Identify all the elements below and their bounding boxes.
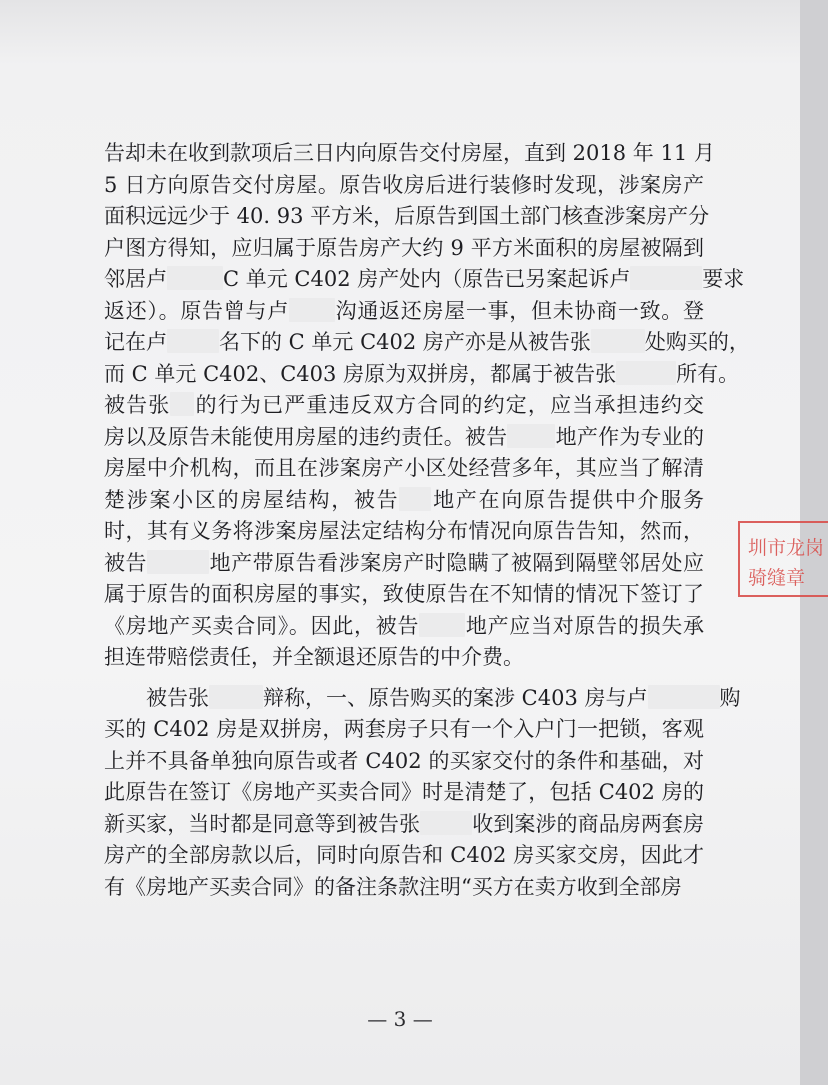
text-line [104,296,704,328]
text-segment: 属于原告的面积房屋的事实，致使原告在不知情的情况下签订了 [104,582,704,606]
seam-seal-stamp [738,521,828,597]
text-segment: 楚涉案小区的房屋结构，被告 [104,487,400,512]
text-segment: 收到案涉的商品房两套房 [472,811,705,836]
text-line [104,516,704,548]
text-line [104,872,704,904]
text-line [104,714,704,746]
redaction-mask [591,329,645,353]
text-segment: 邻居卢 [104,267,167,291]
text-line [104,579,704,611]
text-segment: 房以及原告未能使用房屋的违约责任。被告 [104,424,508,449]
text-segment: 被告 [104,550,148,575]
text-segment: 返还）。原告曾与卢 [104,298,289,323]
text-line [104,233,704,265]
redaction-mask [419,613,465,637]
text-segment: 买的 C402 房是双拼房，两套房子只有一个入户门一把锁，客观 [104,717,704,741]
redaction-mask [507,424,555,448]
text-line [104,201,710,233]
text-segment: 面积远远少于 40. 93 平方米，后原告到国土部门核查涉案房产分 [104,204,710,228]
text-segment: 5 日方向原告交付房屋。原告收房后进行装修时发现，涉案房产 [104,172,704,197]
text-line [104,485,704,517]
text-segment: 此原告在签订《房地产买卖合同》时是清楚了，包括 C402 房的 [104,780,704,804]
text-line [104,422,704,454]
text-segment: 新买家，当时都是同意等到被告张 [104,811,421,836]
page-number: — 3 — [367,1007,433,1031]
text-segment: 地产应当对原告的损失承 [465,613,704,638]
text-segment: 时，其有义务将涉案房屋法定结构分布情况向原告告知，然而， [104,519,704,543]
text-line [104,453,704,485]
text-segment: 沟通返还房屋一事，但未协商一致。登 [334,298,705,323]
text-line [104,170,704,202]
text-segment: 地产在向原告提供中介服务 [431,487,704,512]
text-line [104,264,745,296]
text-line [104,390,704,422]
seal-line-2: 骑缝章 [748,567,806,589]
redaction-mask [167,266,223,290]
text-segment: 地产带原告看涉案房产时隐瞒了被隔到隔壁邻居处应 [209,550,705,575]
document-body [104,138,750,903]
text-segment: C 单元 C402 房产处内（原告已另案起诉卢 [223,267,631,291]
text-segment: 的行为已严重违反双方合同的约定，应当承担违约交 [194,393,705,417]
text-segment: 房屋中介机构，而且在涉案房产小区处经营多年，其应当了解清 [104,456,704,480]
text-line [104,138,715,170]
text-segment: 记在卢 [104,330,167,354]
redaction-mask [167,329,219,353]
text-segment: 而 C 单元 C402、C403 房原为双拼房，都属于被告张 [104,361,617,386]
text-line [104,359,740,391]
text-line [104,840,704,872]
text-segment: 户图方得知，应归属于原告房产大约 9 平方米面积的房屋被隔到 [104,235,704,260]
text-segment: 名下的 C 单元 C402 房产亦是从被告张 [219,330,591,354]
text-segment: 地产作为专业的 [555,424,705,449]
redaction-mask [399,487,431,511]
text-segment: 告却未在收到款项后三日内向原告交付房屋，直到 2018 年 11 月 [104,141,715,165]
text-line [104,548,704,580]
text-segment: 处购买的， [644,330,750,354]
text-line [104,683,741,715]
text-line [104,327,750,359]
redaction-mask [616,361,676,385]
redaction-mask [289,298,335,322]
text-line [104,746,704,778]
redaction-mask [630,266,702,290]
text-segment: 辩称，一、原告购买的案涉 C403 房与卢 [263,685,648,710]
text-segment: 上并不具备单独向原告或者 C402 的买家交付的条件和基础，对 [104,748,704,773]
redaction-mask [209,685,263,709]
seal-line-1: 圳市龙岗 [748,537,825,559]
text-line [104,777,704,809]
redaction-mask [170,392,194,416]
redaction-mask [147,550,209,574]
text-segment: 房产的全部房款以后，同时向原告和 C402 房买家交房，因此才 [104,843,704,867]
text-segment: 被告张 [104,685,209,710]
text-segment: 购 [719,685,741,710]
redaction-mask [420,811,472,835]
text-segment: 被告张 [104,393,171,417]
text-line [104,809,704,841]
text-line [104,642,704,674]
redaction-mask [648,685,720,709]
text-segment: 《房地产买卖合同》。因此，被告 [104,613,420,638]
text-line [104,611,704,643]
text-segment: 有《房地产买卖合同》的备注条款注明“买方在卖方收到全部房 [104,874,682,899]
text-segment: 担连带赔偿责任，并全额退还原告的中介费。 [104,645,524,669]
text-segment: 所有。 [676,361,740,386]
text-segment: 要求 [702,267,745,291]
